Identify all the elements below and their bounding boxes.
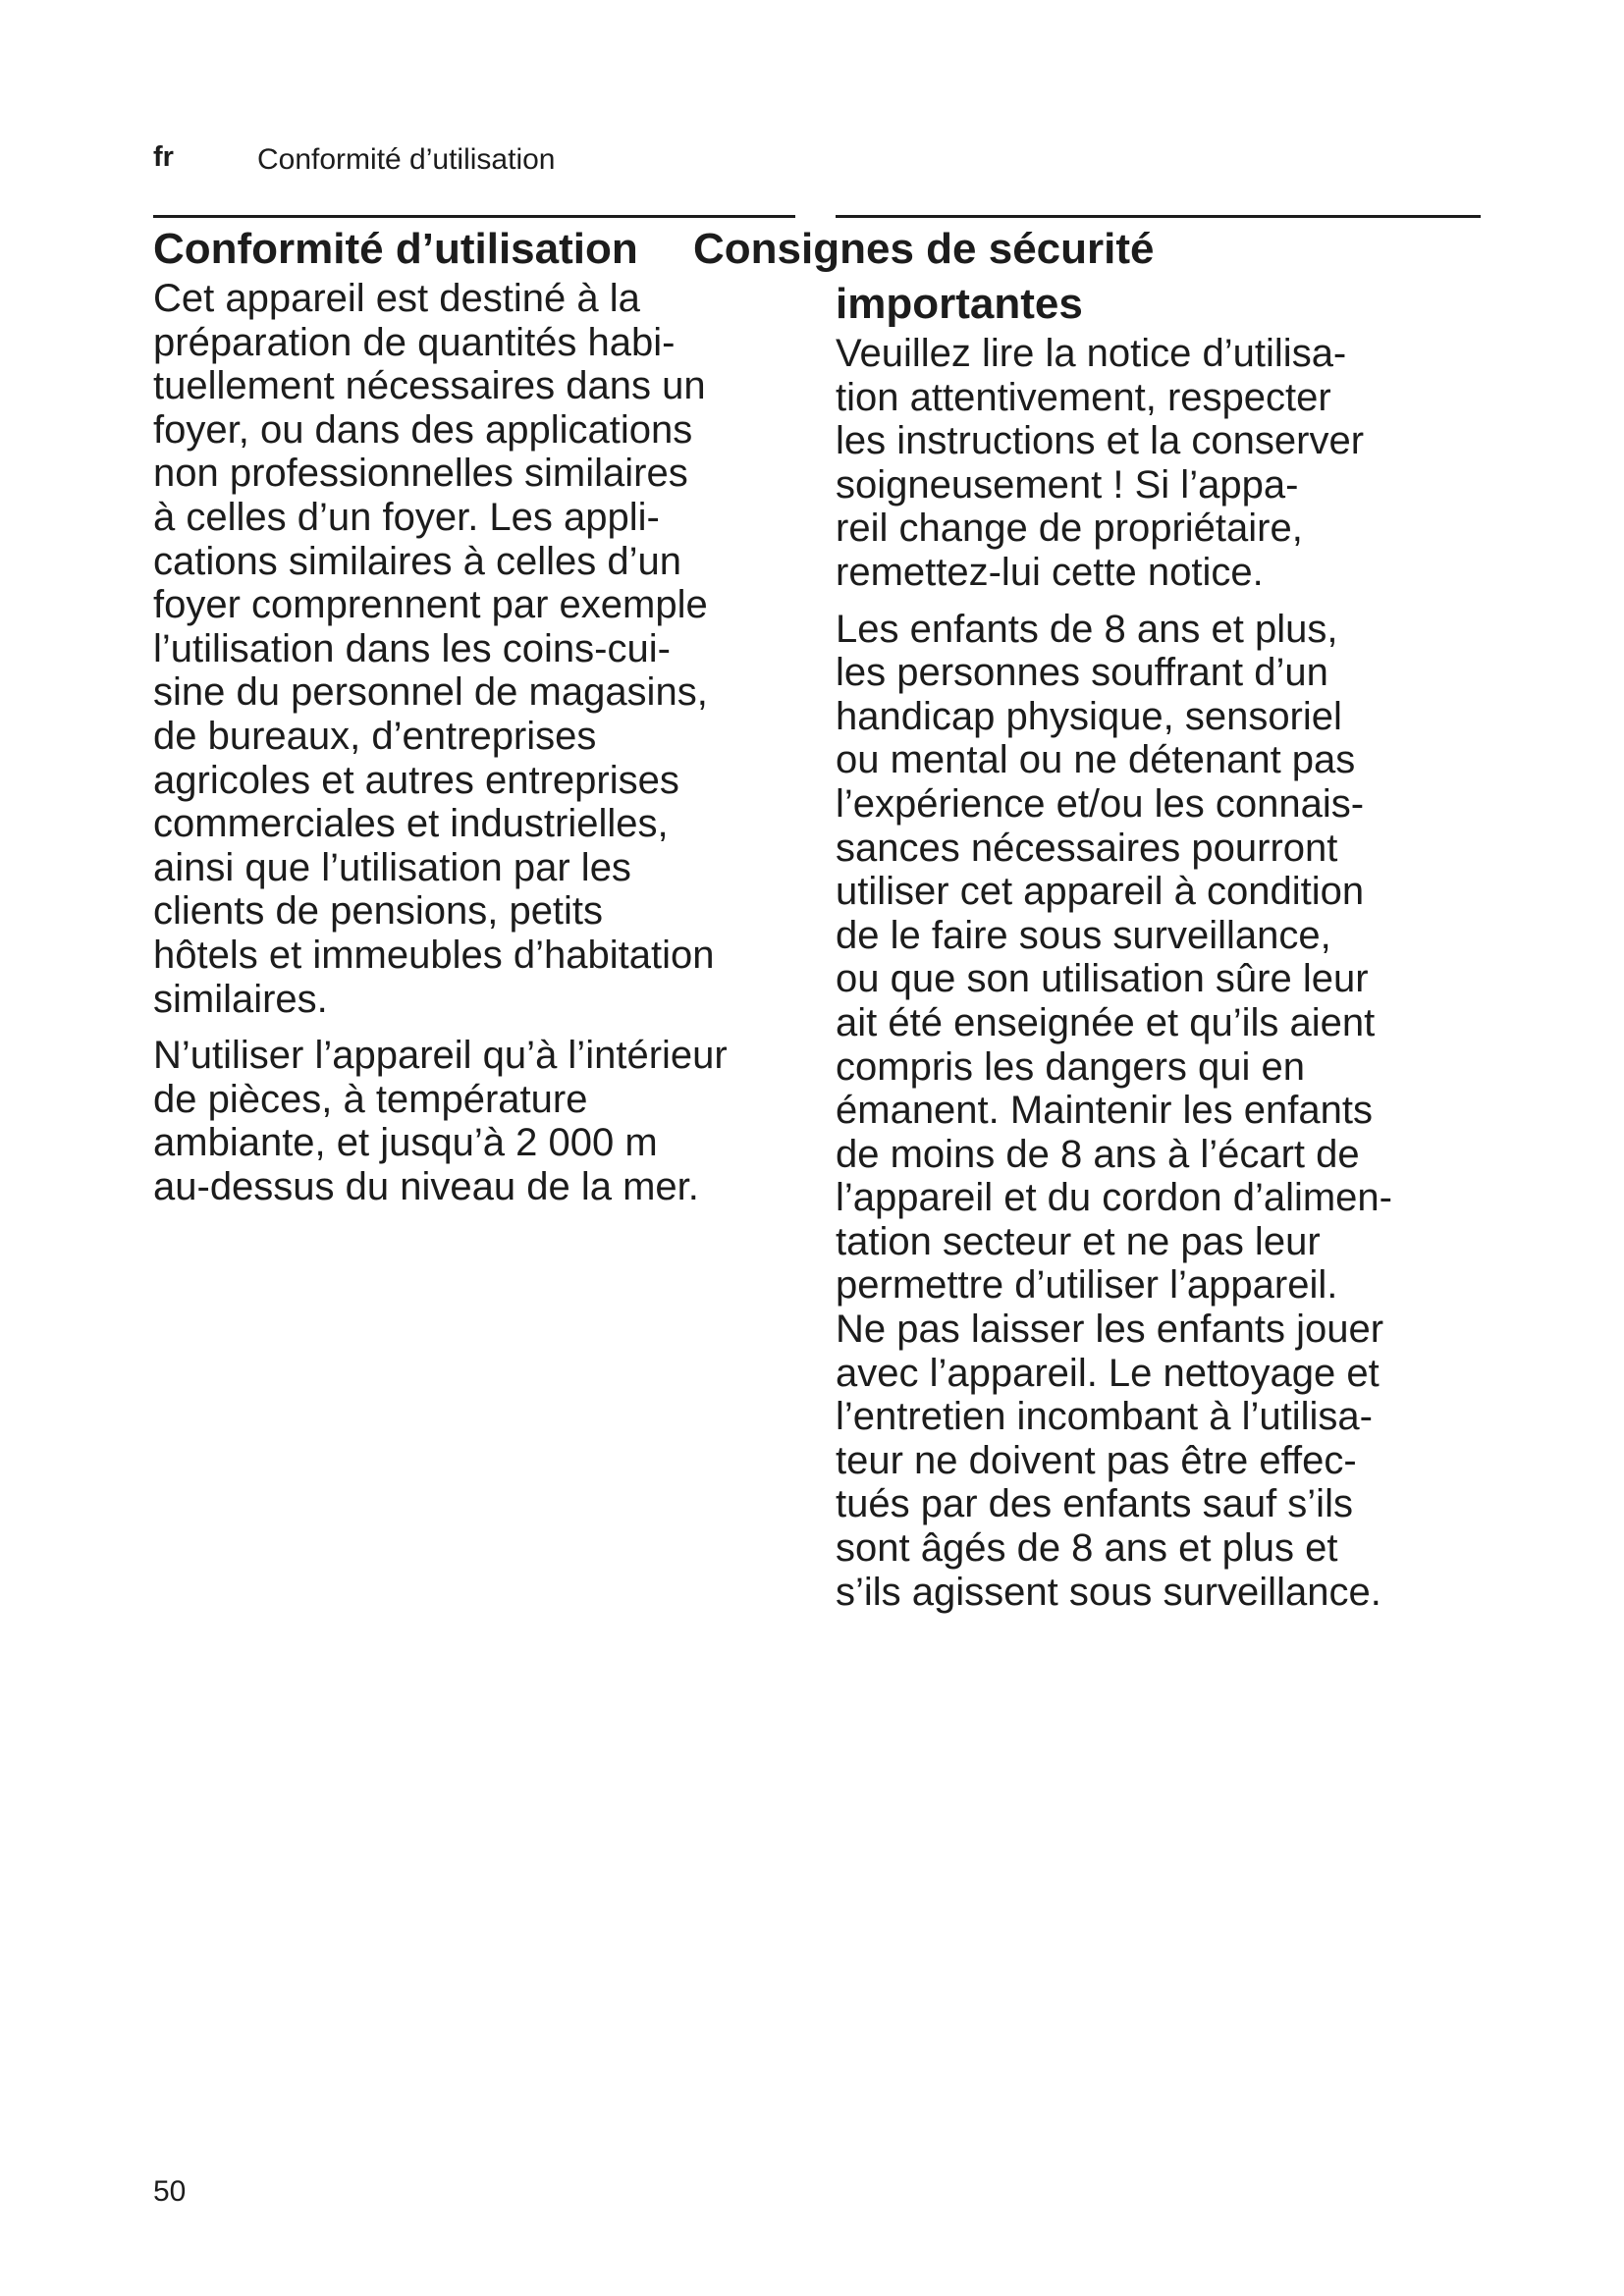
text-line: reil change de propriétaire, — [836, 507, 1303, 551]
text-line: hôtels et immeubles d’habitation — [153, 933, 715, 977]
text-line: l’expérience et/ou les connais- — [836, 781, 1365, 826]
text-line: soigneusement ! Si l’appa- — [836, 462, 1299, 507]
left-column — [153, 222, 821, 1208]
text-line: N’utiliser l’appareil qu’à l’intérieur — [153, 1034, 728, 1078]
text-line: ainsi que l’utilisation par les — [153, 845, 631, 889]
text-line: foyer, ou dans des applications — [153, 407, 693, 452]
text-line: clients de pensions, petits — [153, 889, 604, 934]
rule-left — [153, 215, 795, 218]
header-section-title: Conformité d’utilisation — [257, 143, 556, 176]
text-line: similaires. — [153, 977, 328, 1021]
text-line: tation secteur et ne pas leur — [836, 1219, 1321, 1263]
text-line: émanent. Maintenir les enfants — [836, 1089, 1373, 1133]
right-paragraph-1 — [836, 332, 1503, 595]
text-line: handicap physique, sensoriel — [836, 694, 1342, 738]
text-line: à celles d’un foyer. Les appli- — [153, 495, 660, 539]
text-line: ou mental ou ne détenant pas — [836, 738, 1356, 782]
text-line: non professionnelles similaires — [153, 452, 688, 496]
text-line: tués par des enfants sauf s’ils — [836, 1482, 1353, 1526]
left-paragraph-1 — [153, 277, 821, 1021]
left-paragraph-2 — [153, 1034, 821, 1208]
right-heading-line2: importantes — [836, 280, 1083, 328]
right-heading-line1: Consignes de sécurité — [693, 225, 1155, 273]
text-line: ou que son utilisation sûre leur — [836, 957, 1369, 1001]
text-line: les personnes souffrant d’un — [836, 651, 1328, 695]
text-line: ambiante, et jusqu’à 2 000 m — [153, 1121, 658, 1165]
text-line: Cet appareil est destiné à la — [153, 277, 640, 320]
text-line: Ne pas laisser les enfants jouer — [836, 1308, 1384, 1352]
text-line: utiliser cet appareil à condition — [836, 870, 1365, 914]
text-line: remettez-lui cette notice. — [836, 550, 1264, 594]
text-line: ait été enseignée et qu’ils aient — [836, 1000, 1376, 1044]
text-line: agricoles et autres entreprises — [153, 758, 679, 802]
text-line: avec l’appareil. Le nettoyage et — [836, 1351, 1380, 1395]
text-line: au-dessus du niveau de la mer. — [153, 1164, 699, 1208]
text-line: l’entretien incombant à l’utilisa- — [836, 1395, 1373, 1439]
text-line: de le faire sous surveillance, — [836, 913, 1331, 957]
text-line: cations similaires à celles d’un — [153, 539, 682, 583]
text-line: Les enfants de 8 ans et plus, — [836, 607, 1338, 651]
rule-right — [836, 215, 1481, 218]
text-line: de pièces, à température — [153, 1077, 588, 1121]
text-line: commerciales et industrielles, — [153, 802, 669, 846]
text-line: les instructions et la conserver — [836, 419, 1365, 463]
header-lang: fr — [153, 141, 174, 173]
text-line: permettre d’utiliser l’appareil. — [836, 1263, 1338, 1308]
text-line: Veuillez lire la notice d’utilisa- — [836, 332, 1347, 375]
text-line: sont âgés de 8 ans et plus et — [836, 1526, 1338, 1571]
text-line: préparation de quantités habi- — [153, 320, 676, 364]
text-line: l’appareil et du cordon d’alimen- — [836, 1176, 1392, 1220]
text-line: tuellement nécessaires dans un — [153, 364, 706, 408]
text-line: teur ne doivent pas être effec- — [836, 1438, 1357, 1482]
text-line: tion attentivement, respecter — [836, 375, 1331, 419]
text-line: foyer comprennent par exemple — [153, 583, 708, 627]
page-number: 50 — [153, 2175, 187, 2208]
text-line: compris les dangers qui en — [836, 1044, 1306, 1089]
text-line: de bureaux, d’entreprises — [153, 714, 597, 758]
right-paragraph-2 — [836, 608, 1503, 1615]
right-column — [836, 277, 1503, 1614]
text-line: de moins de 8 ans à l’écart de — [836, 1132, 1360, 1176]
text-line: l’utilisation dans les coins-cui- — [153, 626, 671, 670]
text-line: sine du personnel de magasins, — [153, 670, 708, 715]
text-line: s’ils agissent sous surveillance. — [836, 1570, 1381, 1614]
text-line: sances nécessaires pourront — [836, 826, 1338, 870]
left-heading: Conformité d’utilisation — [153, 225, 638, 273]
